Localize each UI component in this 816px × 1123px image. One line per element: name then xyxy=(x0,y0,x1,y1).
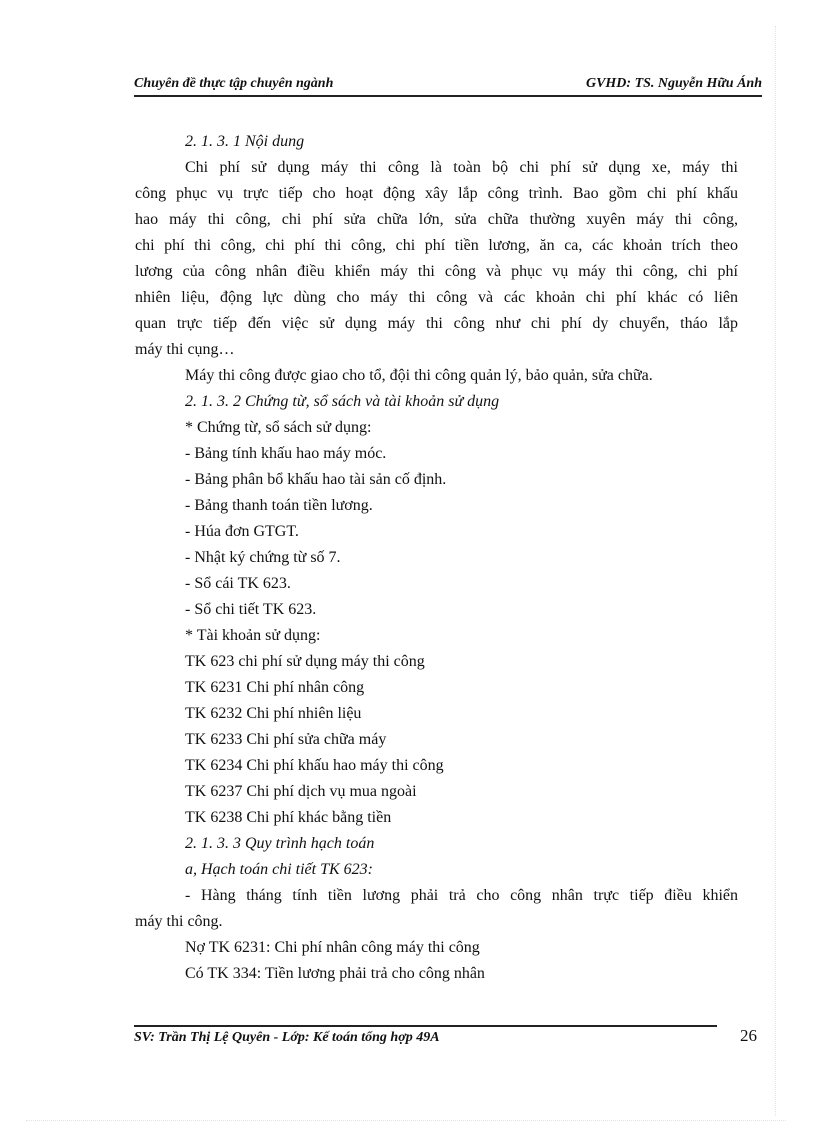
accounts-intro: * Tài khoản sử dụng: xyxy=(185,627,321,644)
account-item: TK 6237 Chi phí dịch vụ mua ngoài xyxy=(185,783,417,800)
paragraph-line: chi phí thi công, chi phí thi công, chi phí tiền lương, ăn ca, các khoản trích theo xyxy=(135,237,738,254)
section-heading-documents: 2. 1. 3. 2 Chứng từ, sổ sách và tài khoản sử dụng xyxy=(185,393,500,410)
page-number: 26 xyxy=(740,1026,757,1045)
list-item: - Húa đơn GTGT. xyxy=(185,523,299,540)
credit-entry: Có TK 334: Tiền lương phải trả cho công nhân xyxy=(185,965,485,982)
section-heading-content: 2. 1. 3. 1 Nội dung xyxy=(185,133,305,150)
paragraph-line: Chi phí sử dụng máy thi công là toàn bộ chi phí sử dụng xe, máy thi xyxy=(185,159,738,176)
list-item: - Bảng thanh toán tiền lương. xyxy=(185,497,373,514)
account-item: TK 6233 Chi phí sửa chữa máy xyxy=(185,731,387,748)
page-edge-right xyxy=(775,26,776,1116)
paragraph-line: máy thi công. xyxy=(135,913,223,930)
paragraph-line: nhiên liệu, động lực dùng cho máy thi công và các khoản chi phí khác có liên xyxy=(135,289,738,306)
account-item: TK 6238 Chi phí khác bằng tiền xyxy=(185,809,392,826)
list-item: - Bảng tính khấu hao máy móc. xyxy=(185,445,387,462)
paragraph-line: quan trực tiếp đến việc sử dụng máy thi công như chi phí dy chuyển, tháo lắp xyxy=(135,315,738,332)
list-item: - Sổ cái TK 623. xyxy=(185,575,291,592)
section-heading-procedure: 2. 1. 3. 3 Quy trình hạch toán xyxy=(185,835,375,852)
subsection-heading-detail: a, Hạch toán chi tiết TK 623: xyxy=(185,861,373,878)
account-item: TK 6231 Chi phí nhân công xyxy=(185,679,365,696)
paragraph-line: - Hàng tháng tính tiền lương phải trả cho công nhân trực tiếp điều khiển xyxy=(185,887,738,904)
account-item: TK 6232 Chi phí nhiên liệu xyxy=(185,705,362,722)
paragraph-line: lương của công nhân điều khiển máy thi công và phục vụ máy thi công, chi phí xyxy=(135,263,738,280)
header-advisor: GVHD: TS. Nguyễn Hữu Ánh xyxy=(585,76,762,91)
account-item: TK 6234 Chi phí khấu hao máy thi công xyxy=(185,757,444,774)
page-header xyxy=(134,76,762,92)
paragraph-line: Máy thi công được giao cho tổ, đội thi công quản lý, bảo quản, sửa chữa. xyxy=(185,367,653,384)
account-item: TK 623 chi phí sử dụng máy thi công xyxy=(185,653,425,670)
list-item: - Sổ chi tiết TK 623. xyxy=(185,601,317,618)
documents-intro: * Chứng từ, sổ sách sử dụng: xyxy=(185,419,372,436)
header-topic: Chuyên đề thực tập chuyên ngành xyxy=(134,76,334,91)
paragraph-line: hao máy thi công, chi phí sửa chữa lớn, sửa chữa thường xuyên máy thi công, xyxy=(135,211,738,228)
paragraph-line: máy thi cụng… xyxy=(135,341,235,358)
paragraph-line: công phục vụ trực tiếp cho hoạt động xây lắp công trình. Bao gồm chi phí khấu xyxy=(135,185,738,202)
document-body xyxy=(135,129,738,987)
list-item: - Nhật ký chứng từ số 7. xyxy=(185,549,341,566)
debit-entry: Nợ TK 6231: Chi phí nhân công máy thi công xyxy=(185,939,480,956)
page-edge-bottom xyxy=(26,1120,786,1121)
footer-student: SV: Trần Thị Lệ Quyên - Lớp: Kế toán tổng hợp 49A xyxy=(134,1030,440,1045)
header-divider xyxy=(134,95,762,97)
list-item: - Bảng phân bổ khấu hao tài sản cố định. xyxy=(185,471,447,488)
footer-divider xyxy=(134,1025,717,1027)
